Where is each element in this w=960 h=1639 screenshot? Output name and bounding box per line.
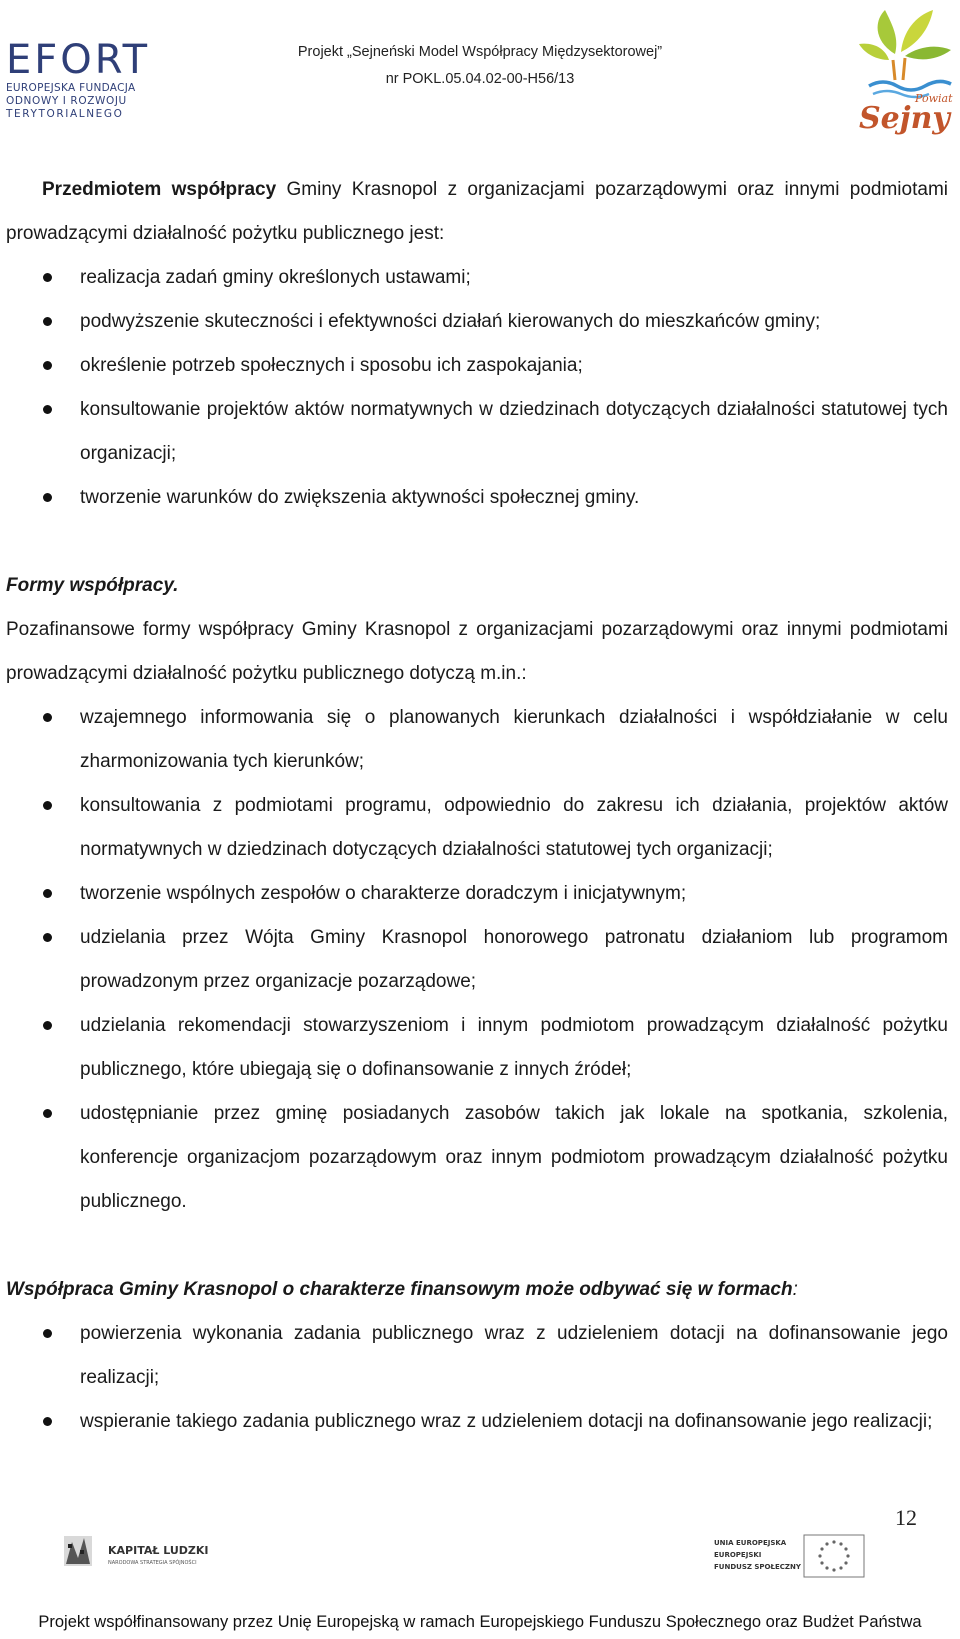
list-item: udzielania przez Wójta Gminy Krasnopol honorowego patronatu działaniom lub programom prowadzonym przez organizacje pozarządowe; [6,916,948,1004]
bullet-icon [43,933,52,942]
intro-paragraph [6,168,948,256]
kapital-ludzki-logo [62,1528,232,1578]
page-header [0,0,960,150]
kapital-ludzki-emblem-icon [64,1536,92,1566]
ue-logo-line1: UNIA EUROPEJSKA [714,1539,787,1547]
list-item: tworzenie warunków do zwiększenia aktywności społecznej gminy. [6,476,948,520]
section-paragraph-pozafinansowe: Pozafinansowe formy współpracy Gminy Krasnopol z organizacjami pozarządowymi oraz innymi podmiotami prowadzącymi działalność pożytku publicznego dotyczą m.in.: [6,619,948,684]
ue-efs-logo [712,1533,882,1579]
bullet-icon [43,801,52,810]
efort-logo-wordmark: EFORT [6,37,151,83]
eu-flag-icon [804,1535,864,1577]
efort-logo [6,38,156,138]
bullet-icon [43,889,52,898]
ue-logo-line3: FUNDUSZ SPOŁECZNY [714,1563,801,1571]
kapital-ludzki-title: KAPITAŁ LUDZKI [108,1544,209,1557]
spacer [6,520,948,564]
project-title: Projekt „Sejneński Model Współpracy Międzysektorowej” [297,44,663,60]
intro-bold-lead: Przedmiotem współpracy [42,179,277,200]
list-item: wspieranie takiego zadania publicznego wraz z udzieleniem dotacji na dofinansowanie jego realizacji; [6,1400,948,1444]
cooperation-goals-list [6,256,948,520]
list-item: realizacja zadań gminy określonych ustawami; [6,256,948,300]
efort-logo-line3: TERYTORIALNEGO [6,108,124,120]
list-item: wzajemnego informowania się o planowanych kierunkach działalności i współdziałanie w celu zharmonizowania tych kierunków; [6,696,948,784]
bullet-icon [43,713,52,722]
sejny-logo-main-text: Sejny [859,101,950,136]
document-body [6,168,948,1444]
list-item: udzielania rekomendacji stowarzyszeniom i innym podmiotom prowadzącym działalność pożytku publicznego, które ubiegają się o dofinansowanie z innych źródeł; [6,1004,948,1092]
bullet-icon [43,317,52,326]
section-heading-formy: Formy współpracy. [6,575,179,596]
list-item: tworzenie wspólnych zespołów o charakterze doradczym i inicjatywnym; [6,872,948,916]
list-item: określenie potrzeb społecznych i sposobu ich zaspokajania; [6,344,948,388]
list-item: udostępnianie przez gminę posiadanych zasobów takich jak lokale na spotkania, szkolenia, konferencje organizacjom pozarządowym oraz innym podmiotom prowadzącym działalność pożytku publicznego. [6,1092,948,1224]
bullet-icon [43,273,52,282]
project-number: nr POKL.05.04.02-00-H56/13 [385,71,575,87]
spacer [6,1224,948,1268]
list-item: konsultowanie projektów aktów normatywnych w dziedzinach dotyczących działalności statutowej tych organizacji; [6,388,948,476]
list-item: powierzenia wykonania zadania publicznego wraz z udzieleniem dotacji na dofinansowanie jego realizacji; [6,1312,948,1400]
list-item: konsultowania z podmiotami programu, odpowiednio do zakresu ich działania, projektów aktów normatywnych w dziedzinach dotyczących działalności statutowej tych organizacji; [6,784,948,872]
kapital-ludzki-subtitle: NARODOWA STRATEGIA SPÓJNOŚCI [108,1560,197,1566]
footer-cofinancing-text: Projekt współfinansowany przez Unię Europejską w ramach Europejskiego Funduszu Społecznego oraz Budżet Państwa [38,1613,922,1631]
bullet-icon [43,1021,52,1030]
ue-logo-line2: EUROPEJSKI [714,1551,762,1559]
page-number: 12 [895,1505,917,1530]
sejny-powiat-logo [855,2,957,142]
financial-forms-list [6,1312,948,1444]
efort-logo-line2: ODNOWY I ROZWOJU [6,95,127,107]
list-item: podwyższenie skuteczności i efektywności działań kierowanych do mieszkańców gminy; [6,300,948,344]
efort-logo-line1: EUROPEJSKA FUNDACJA [6,82,136,94]
bullet-icon [43,1417,52,1426]
non-financial-forms-list [6,696,948,1224]
bullet-icon [43,493,52,502]
bullet-icon [43,405,52,414]
bullet-icon [43,361,52,370]
section-heading-finansowe: Współpraca Gminy Krasnopol o charakterze finansowym może odbywać się w formach: [6,1279,798,1300]
bullet-icon [43,1329,52,1338]
sejny-logo-small-text: Powiat [915,92,953,105]
bullet-icon [43,1109,52,1118]
intro-text: Gminy Krasnopol z organizacjami pozarządowymi oraz innymi podmiotami prowadzącymi działalność pożytku publicznego jest: [6,179,948,244]
